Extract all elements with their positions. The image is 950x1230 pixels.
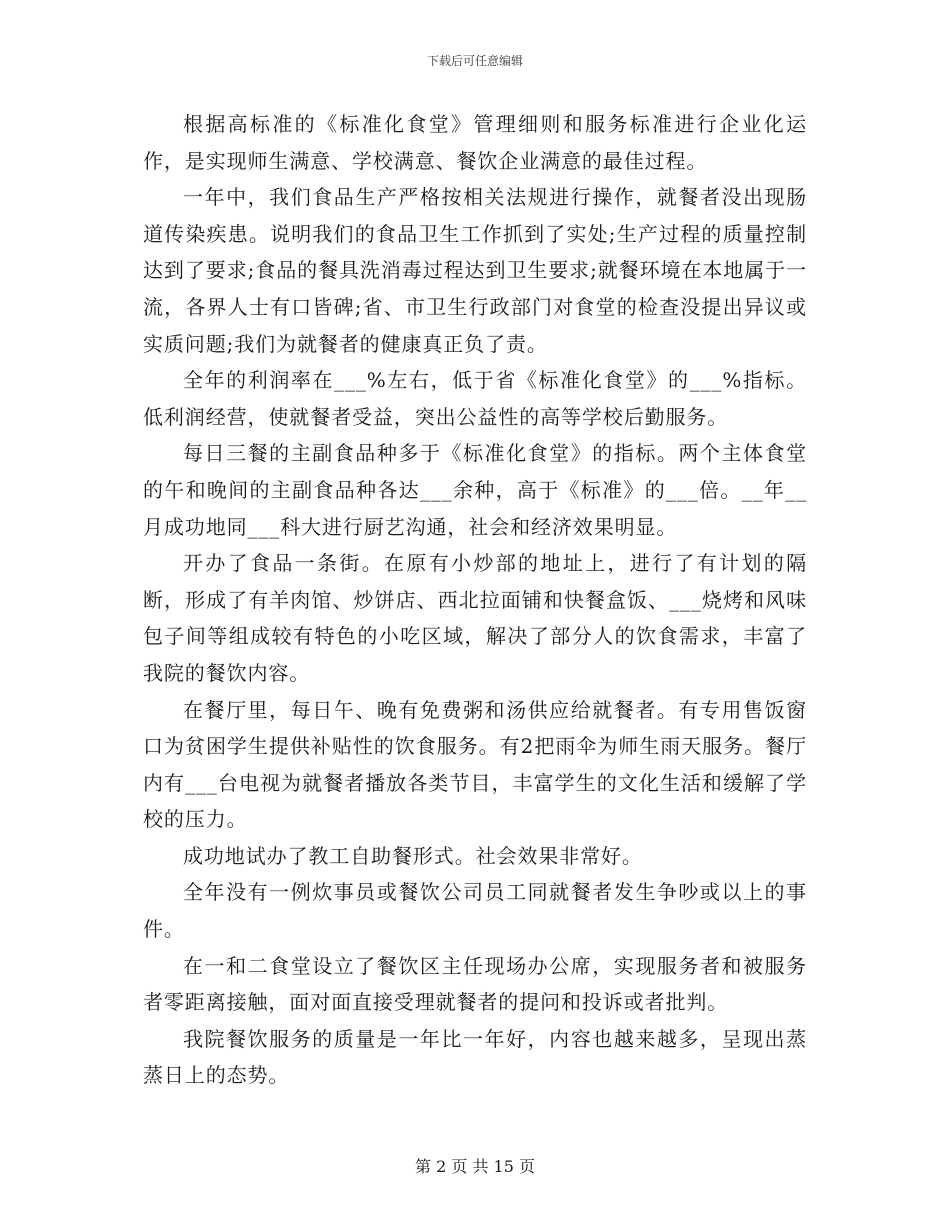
- paragraph-8: 全年没有一例炊事员或餐饮公司员工同就餐者发生争吵或以上的事件。: [143, 880, 807, 942]
- paragraph-1: 根据高标准的《标准化食堂》管理细则和服务标准进行企业化运作，是实现师生满意、学校满意、餐饮企业满意的最佳过程。: [143, 112, 807, 173]
- paragraph-6: 在餐厅里，每日午、晚有免费粥和汤供应给就餐者。有专用售饭窗口为贫困学生提供补贴性的饮食服务。有2把雨伞为师生雨天服务。餐厅内有___台电视为就餐者播放各类节目，丰富学生的文化生活和缓解了学校的压力。: [143, 697, 807, 832]
- document-body: [143, 106, 807, 1094]
- page-number: 第 2 页 共 15 页: [415, 1157, 535, 1176]
- page-header-note: 下载后可任意编辑: [426, 54, 523, 68]
- paragraph-10: 我院餐饮服务的质量是一年比一年好，内容也越来越多，呈现出蒸蒸日上的态势。: [143, 1026, 807, 1088]
- paragraph-5: 开办了食品一条街。在原有小炒部的地址上，进行了有计划的隔断，形成了有羊肉馆、炒饼店、西北拉面铺和快餐盒饭、___烧烤和风味包子间等组成较有特色的小吃区域，解决了部分人的饮食需求，丰富了我院的餐饮内容。: [143, 551, 807, 685]
- paragraph-7: 成功地试办了教工自助餐形式。社会效果非常好。: [183, 843, 643, 868]
- paragraph-9: 在一和二食堂设立了餐饮区主任现场办公席，实现服务者和被服务者零距离接触，面对面直接受理就餐者的提问和投诉或者批判。: [143, 953, 807, 1015]
- paragraph-3: 全年的利润率在___%左右，低于省《标准化食堂》的___%指标。低利润经营，使就餐者受益，突出公益性的高等学校后勤服务。: [143, 368, 807, 429]
- paragraph-4: 每日三餐的主副食品种多于《标准化食堂》的指标。两个主体食堂的午和晚间的主副食品种各达___余种，高于《标准》的___倍。__年__月成功地同___科大进行厨艺沟通，社会和经济效果明显。: [143, 441, 807, 539]
- paragraph-2: 一年中，我们食品生产严格按相关法规进行操作，就餐者没出现肠道传染疾患。说明我们的食品卫生工作抓到了实处;生产过程的质量控制达到了要求;食品的餐具洗消毒过程达到卫生要求;就餐环境在本地属于一流，各界人士有口皆碑;省、市卫生行政部门对食堂的检查没提出异议或实质问题;我们为就餐者的健康真正负了责。: [143, 185, 807, 356]
